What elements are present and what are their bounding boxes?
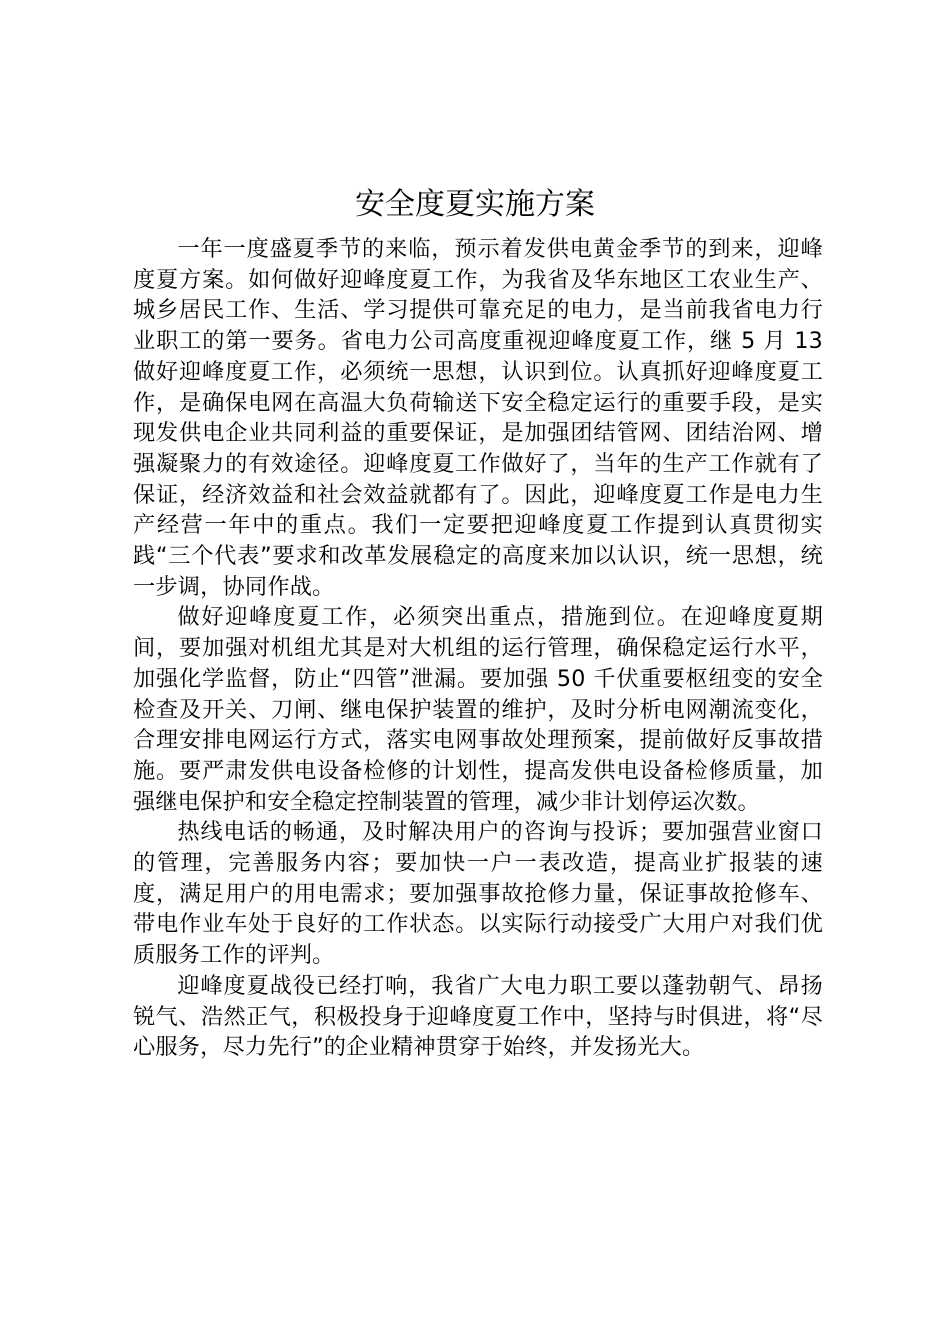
paragraph-3: 热线电话的畅通，及时解决用户的咨询与投诉；要加强营业窗口的管理，完善服务内容；要加快一户一表改造，提高业扩报装的速度，满足用户的用电需求；要加强事故抢修力量，保证事故抢修车、带电作业车处于良好的工作状态。以实际行动接受广大用户对我们优质服务工作的评判。 bbox=[133, 819, 823, 969]
document-title: 安全度夏实施方案 bbox=[355, 187, 595, 222]
paragraph-4: 迎峰度夏战役已经打响，我省广大电力职工要以蓬勃朝气、昂扬锐气、浩然正气，积极投身于迎峰度夏工作中，坚持与时俱进，将“尽心服务，尽力先行”的企业精神贯穿于始终，并发扬光大。 bbox=[133, 972, 823, 1061]
paragraph-2: 做好迎峰度夏工作，必须突出重点，措施到位。在迎峰度夏期间，要加强对机组尤其是对大机组的运行管理，确保稳定运行水平，加强化学监督，防止“四管”泄漏。要加强 50 千伏重要枢纽变的安全检查及开关、刀闸、继电保护装置的维护，及时分析电网潮流变化，合理安排电网运行方式，落实电网事故处理预案，提前做好反事故措施。要严肃发供电设备检修的计划性，提高发供电设备检修质量，加强继电保护和安全稳定控制装置的管理，减少非计划停运次数。 bbox=[133, 604, 823, 815]
document-body bbox=[133, 234, 823, 1063]
paragraph-1: 一年一度盛夏季节的来临，预示着发供电黄金季节的到来，迎峰度夏方案。如何做好迎峰度夏工作，为我省及华东地区工农业生产、城乡居民工作、生活、学习提供可靠充足的电力，是当前我省电力行业职工的第一要务。省电力公司高度重视迎峰度夏工作，继 5 月 13 做好迎峰度夏工作，必须统一思想，认识到位。认真抓好迎峰度夏工作，是确保电网在高温大负荷输送下安全稳定运行的重要手段，是实现发供电企业共同利益的重要保证，是加强团结管网、团结治网、增强凝聚力的有效途径。迎峰度夏工作做好了，当年的生产工作就有了保证，经济效益和社会效益就都有了。因此，迎峰度夏工作是电力生产经营一年中的重点。我们一定要把迎峰度夏工作提到认真贯彻实践“三个代表”要求和改革发展稳定的高度来加以认识，统一思想，统一步调，协同作战。 bbox=[133, 236, 823, 600]
